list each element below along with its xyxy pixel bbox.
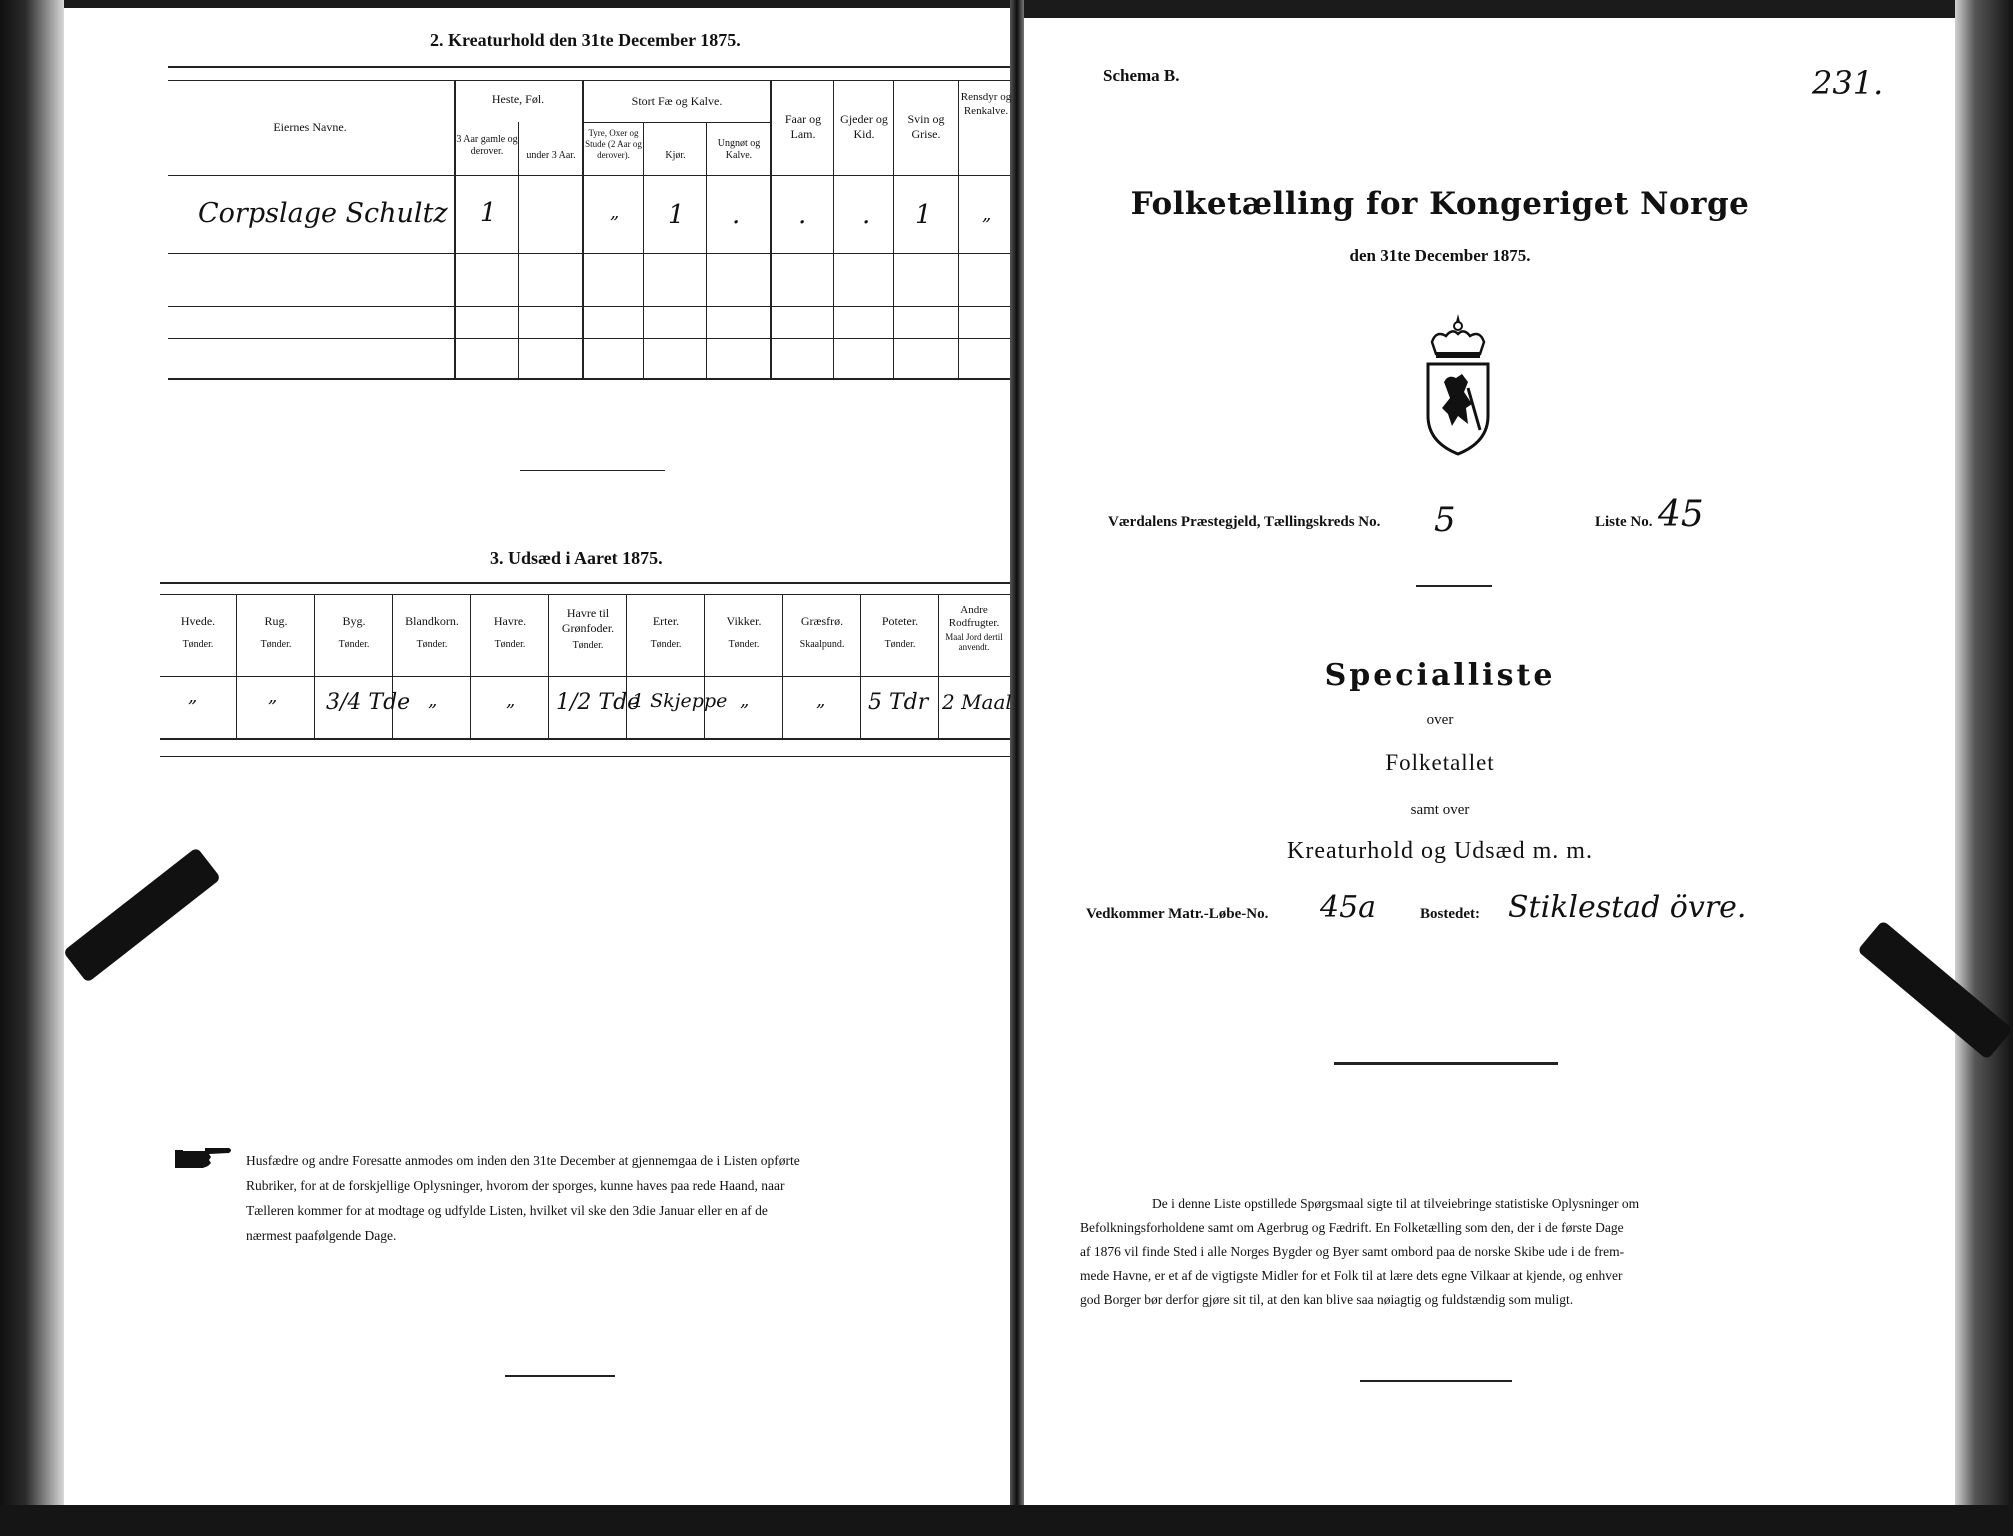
s3-col-name: Havre til Grønfoder. [561,606,615,635]
s3-col-unit: Tønder. [728,639,760,650]
s3-col-havre-gronfoder [550,606,626,653]
page-number: 231. [1812,64,1884,102]
s2-horses-3plus: 3 Aar gamle og derover. [456,134,518,157]
note-line: Rubriker, for at de forskjellige Oplysninger, hvorom der sporges, kunne haves paa rede Haand, naar [246,1178,785,1193]
matr-number: 45a [1320,890,1377,925]
s3-col-separator [314,594,315,738]
left-footer-rule [505,1375,615,1377]
s2-owner-header: Eiernes Navne. [273,120,347,134]
s2-subhead-rule [582,122,770,123]
s3-header-bottom [160,676,1010,677]
s3-col-erter [628,614,704,652]
samt-over: samt over [1410,802,1470,818]
s3-col-separator [626,594,627,738]
s3-col-unit: Skaalpund. [799,639,845,650]
divider-short [520,470,665,471]
paragraph-line: af 1876 vil finde Sted i alle Norges Bygder og Byer samt ombord paa de norske Skibe ude i de frem- [1080,1244,1625,1259]
book-bottom-edge [0,1505,2013,1536]
over-1: over [1426,712,1454,728]
s3-col-separator [704,594,705,738]
s3-val-blandkorn: „ [428,690,438,711]
s2-header-rule [168,80,1010,81]
s2-bottom-rule [168,378,1010,380]
s3-col-havre [472,614,548,652]
s3-col-unit: Tønder. [260,639,292,650]
s2-reindeer-value: „ [982,204,992,225]
s3-col-blandkorn [394,614,470,652]
list-label: Liste No. [1595,514,1653,530]
s2-col-2 [518,122,519,378]
s2-col-3 [582,80,584,378]
schema-label: Schema B. [1103,66,1180,85]
s3-col-name: Havre. [493,614,527,628]
s3-col-separator [470,594,471,738]
note-line: Tælleren kommer for at modtage og udfylde Listen, hvilket vil ske den 3die Januar eller en af de [246,1203,768,1218]
s2-pigs-value: 1 [915,200,932,230]
s2-header-bottom [168,175,1010,176]
norway-coat-of-arms-icon [1418,312,1498,456]
section3-title: 3. Udsæd i Aaret 1875. [490,548,663,568]
s2-horses-3plus-value: 1 [480,198,497,228]
main-title: Folketælling for Kongeriget Norge [1130,186,1750,222]
bosted-value: Stiklestad övre. [1508,890,1747,925]
s3-val-rodfrugter: 2 Maal [942,690,1012,714]
s3-col-graesfro [784,614,860,652]
paragraph-line: mede Havne, er et af de vigtigste Midler for et Folk til at lære dets egne Vilkaar at kjende, og enhver [1080,1268,1623,1283]
s3-col-unit: Tønder. [416,639,448,650]
s2-horses-under3: under 3 Aar. [526,150,576,161]
s3-col-poteter [862,614,938,652]
s2-row-rule-1 [168,253,1010,254]
district-number: 5 [1434,500,1456,540]
matr-label: Vedkommer Matr.-Løbe-No. [1086,906,1269,922]
census-date: den 31te December 1875. [1349,246,1531,265]
s2-bulls-value: „ [610,202,620,223]
s3-bottom-rule-2 [160,756,1010,757]
household-note [246,1148,968,1248]
left-page [64,8,1014,1508]
s2-col-7 [833,80,834,378]
s3-val-rug: „ [268,686,278,707]
s2-owner-value: Corpslage Schultz [198,198,448,229]
parish-label: Værdalens Præstegjeld, Tællingskreds No. [1108,514,1381,530]
s3-col-unit: Tønder. [884,639,916,650]
book-gutter [1010,0,1024,1536]
section2-title: 2. Kreaturhold den 31te December 1875. [430,30,741,50]
s3-val-erter: 1 Skjeppe [632,690,728,712]
list-number: 45 [1658,494,1704,535]
s3-col-vikker [706,614,782,652]
s3-val-havre-gronfoder: 1/2 Tde [556,690,641,715]
s2-young-value: . [732,200,741,230]
pointing-hand-icon [175,1146,233,1172]
s3-top-rule [160,582,1010,584]
s3-col-unit: Tønder. [650,639,682,650]
right-divider-2 [1334,1062,1558,1065]
s3-col-name: Græsfrø. [800,614,844,628]
s3-col-name: Erter. [652,614,680,628]
s2-pigs: Svin og Grise. [907,112,945,141]
s2-cows-value: 1 [668,200,685,230]
s2-goats-value: . [862,200,871,230]
note-line: nærmest paafølgende Dage. [246,1228,397,1243]
s3-col-name: Hvede. [180,614,216,628]
paragraph-line: De i denne Liste opstillede Spørgsmaal sigte til at tilveiebringe statistiske Oplysninger om [1152,1196,1640,1211]
s2-sheep: Faar og Lam. [784,112,822,141]
s3-val-poteter: 5 Tdr [868,690,929,715]
s3-col-separator [860,594,861,738]
s3-col-unit: Tønder. [182,639,214,650]
kreaturhold-line: Kreaturhold og Udsæd m. m. [1287,838,1593,864]
s2-goats: Gjeder og Kid. [840,112,888,141]
s3-val-byg: 3/4 Tde [326,690,411,715]
note-line: Husfædre og andre Foresatte anmodes om inden den 31te December at gjennemgaa de i Listen opførte [246,1153,800,1168]
s3-col-rug [238,614,314,652]
s2-top-rule [168,66,1010,68]
s2-col-8 [893,80,894,378]
s3-col-name: Byg. [342,614,366,628]
s2-horses-header: Heste, Føl. [491,92,545,106]
s2-cattle-cows: Kjør. [665,150,686,161]
book-right-edge [1955,0,2013,1536]
s3-val-graesfro: „ [816,690,826,711]
s3-val-havre: „ [506,690,516,711]
s3-col-byg [316,614,392,652]
s3-col-name: Andre Rodfrugter. [948,604,1000,629]
s3-col-separator [236,594,237,738]
s3-col-hvede [160,614,236,652]
s2-cattle-bulls: Tyre, Oxer og Stude (2 Aar og derover). [585,128,642,160]
s3-col-unit: Maal Jord dertil anvendt. [945,632,1003,652]
s2-cattle-header: Stort Fæ og Kalve. [631,94,723,108]
s2-row-rule-2 [168,306,1010,307]
right-footer-rule [1360,1380,1512,1382]
s2-sheep-value: . [798,200,807,230]
s3-col-name: Vikker. [726,614,762,628]
paragraph-line: Befolkningsforholdene samt om Agerbrug og Fædrift. En Folketælling som den, der i de første Dage [1080,1220,1624,1235]
s3-col-separator [548,594,549,738]
s3-bottom-rule [160,738,1010,740]
s3-col-separator [938,594,939,738]
s3-col-separator [392,594,393,738]
s2-row-rule-3 [168,338,1010,339]
s2-col-9 [958,80,959,378]
s3-col-rodfrugter [940,604,1008,652]
folketallet: Folketallet [1385,750,1495,775]
s3-col-unit: Tønder. [338,639,370,650]
s3-col-name: Poteter. [881,614,919,628]
special-list-title: Specialliste [1324,658,1556,693]
paragraph-line: god Borger bør derfor gjøre sit til, at den kan blive saa nøiagtig og fuldstændig som muligt. [1080,1292,1574,1307]
s3-col-unit: Tønder. [494,639,526,650]
s3-col-name: Blandkorn. [405,614,459,628]
s3-header-rule [160,594,1010,595]
s2-col-1 [454,80,456,378]
s3-col-name: Rug. [264,614,288,628]
s2-cattle-young: Ungnøt og Kalve. [717,138,761,161]
s3-col-unit: Tønder. [572,640,604,651]
book-left-edge [0,0,64,1536]
s2-reindeer: Rensdyr og Renkalve. [960,91,1012,117]
intro-paragraph [1080,1192,1840,1312]
s3-val-hvede: „ [188,686,198,707]
s2-col-6 [770,80,772,378]
s3-val-vikker: „ [740,690,750,711]
s2-col-5 [706,122,707,378]
s2-col-4 [643,122,644,378]
right-divider-1 [1416,585,1492,587]
s3-col-separator [782,594,783,738]
bosted-label: Bostedet: [1420,906,1480,922]
